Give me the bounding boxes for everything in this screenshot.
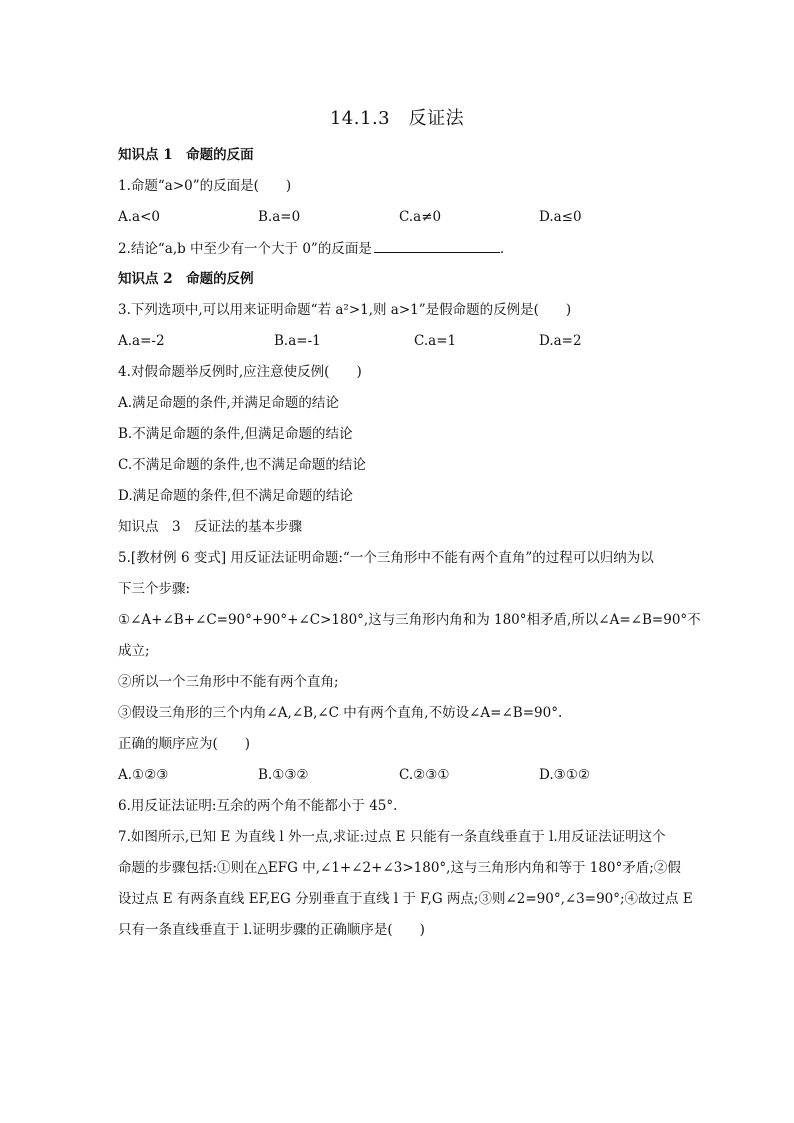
question-3-option-a: A.a=-2 — [118, 333, 165, 349]
question-5-option-a: A.①②③ — [118, 767, 169, 783]
question-3-option-b: B.a=-1 — [274, 333, 321, 349]
question-5-step-3: ③假设三角形的三个内角∠A,∠B,∠C 中有两个直角,不妨设∠A=∠B=90°. — [118, 705, 563, 721]
question-5-line-2: 下三个步骤: — [118, 581, 191, 597]
question-1-option-d: D.a≤0 — [539, 209, 582, 225]
question-1-stem: 1.命题“a>0”的反面是( ) — [118, 178, 292, 194]
question-3-option-c: C.a=1 — [414, 333, 457, 349]
question-3-option-d: D.a=2 — [539, 333, 582, 349]
page-title: 14.1.3 反证法 — [329, 108, 465, 129]
question-1-option-c: C.a≠0 — [399, 209, 442, 225]
question-5-option-d: D.③①② — [539, 767, 590, 783]
question-4-option-a: A.满足命题的条件,并满足命题的结论 — [118, 395, 339, 411]
question-3-stem: 3.下列选项中,可以用来证明命题“若 a²>1,则 a>1”是假命题的反例是( ) — [118, 302, 572, 318]
question-5-option-b: B.①③② — [258, 767, 309, 783]
question-7-line-4: 只有一条直线垂直于 l.证明步骤的正确顺序是( ) — [118, 922, 425, 938]
question-2 — [118, 238, 504, 259]
question-2-stem: 2.结论“a,b 中至少有一个大于 0”的反面是 — [118, 241, 372, 257]
question-7-line-3: 设过点 E 有两条直线 EF,EG 分别垂直于直线 l 于 F,G 两点;③则∠2=90°,∠3=90°;④故过点 E — [118, 891, 693, 907]
answer-blank — [374, 238, 500, 253]
question-5-option-c: C.②③① — [399, 767, 450, 783]
question-5-line-1: 5.[教材例 6 变式] 用反证法证明命题:“一个三角形中不能有两个直角”的过程可以归纳为以 — [118, 550, 654, 566]
section-heading-1: 知识点 1 命题的反面 — [118, 147, 254, 163]
question-5-step-2: ②所以一个三角形中不能有两个直角; — [118, 674, 339, 690]
question-1-option-a: A.a<0 — [118, 209, 160, 225]
question-4-stem: 4.对假命题举反例时,应注意使反例( ) — [118, 364, 362, 380]
question-5-ask: 正确的顺序应为( ) — [118, 736, 251, 752]
question-6: 6.用反证法证明:互余的两个角不能都小于 45°. — [118, 798, 398, 814]
question-2-end: . — [499, 241, 505, 257]
question-7-line-1: 7.如图所示,已知 E 为直线 l 外一点,求证:过点 E 只能有一条直线垂直于 l.用反证法证明这个 — [118, 829, 666, 845]
question-1-option-b: B.a=0 — [258, 209, 301, 225]
section-heading-2: 知识点 2 命题的反例 — [118, 271, 254, 287]
question-5-step-1-cont: 成立; — [118, 643, 150, 659]
question-4-option-b: B.不满足命题的条件,但满足命题的结论 — [118, 426, 353, 442]
question-4-option-c: C.不满足命题的条件,也不满足命题的结论 — [118, 457, 366, 473]
question-7-line-2: 命题的步骤包括:①则在△EFG 中,∠1+∠2+∠3>180°,这与三角形内角和等于 180°矛盾;②假 — [118, 860, 681, 876]
question-5-step-1: ①∠A+∠B+∠C=90°+90°+∠C>180°,这与三角形内角和为 180°相矛盾,所以∠A=∠B=90°不 — [118, 612, 701, 628]
section-heading-3: 知识点 3 反证法的基本步骤 — [118, 519, 303, 535]
question-4-option-d: D.满足命题的条件,但不满足命题的结论 — [118, 488, 353, 504]
